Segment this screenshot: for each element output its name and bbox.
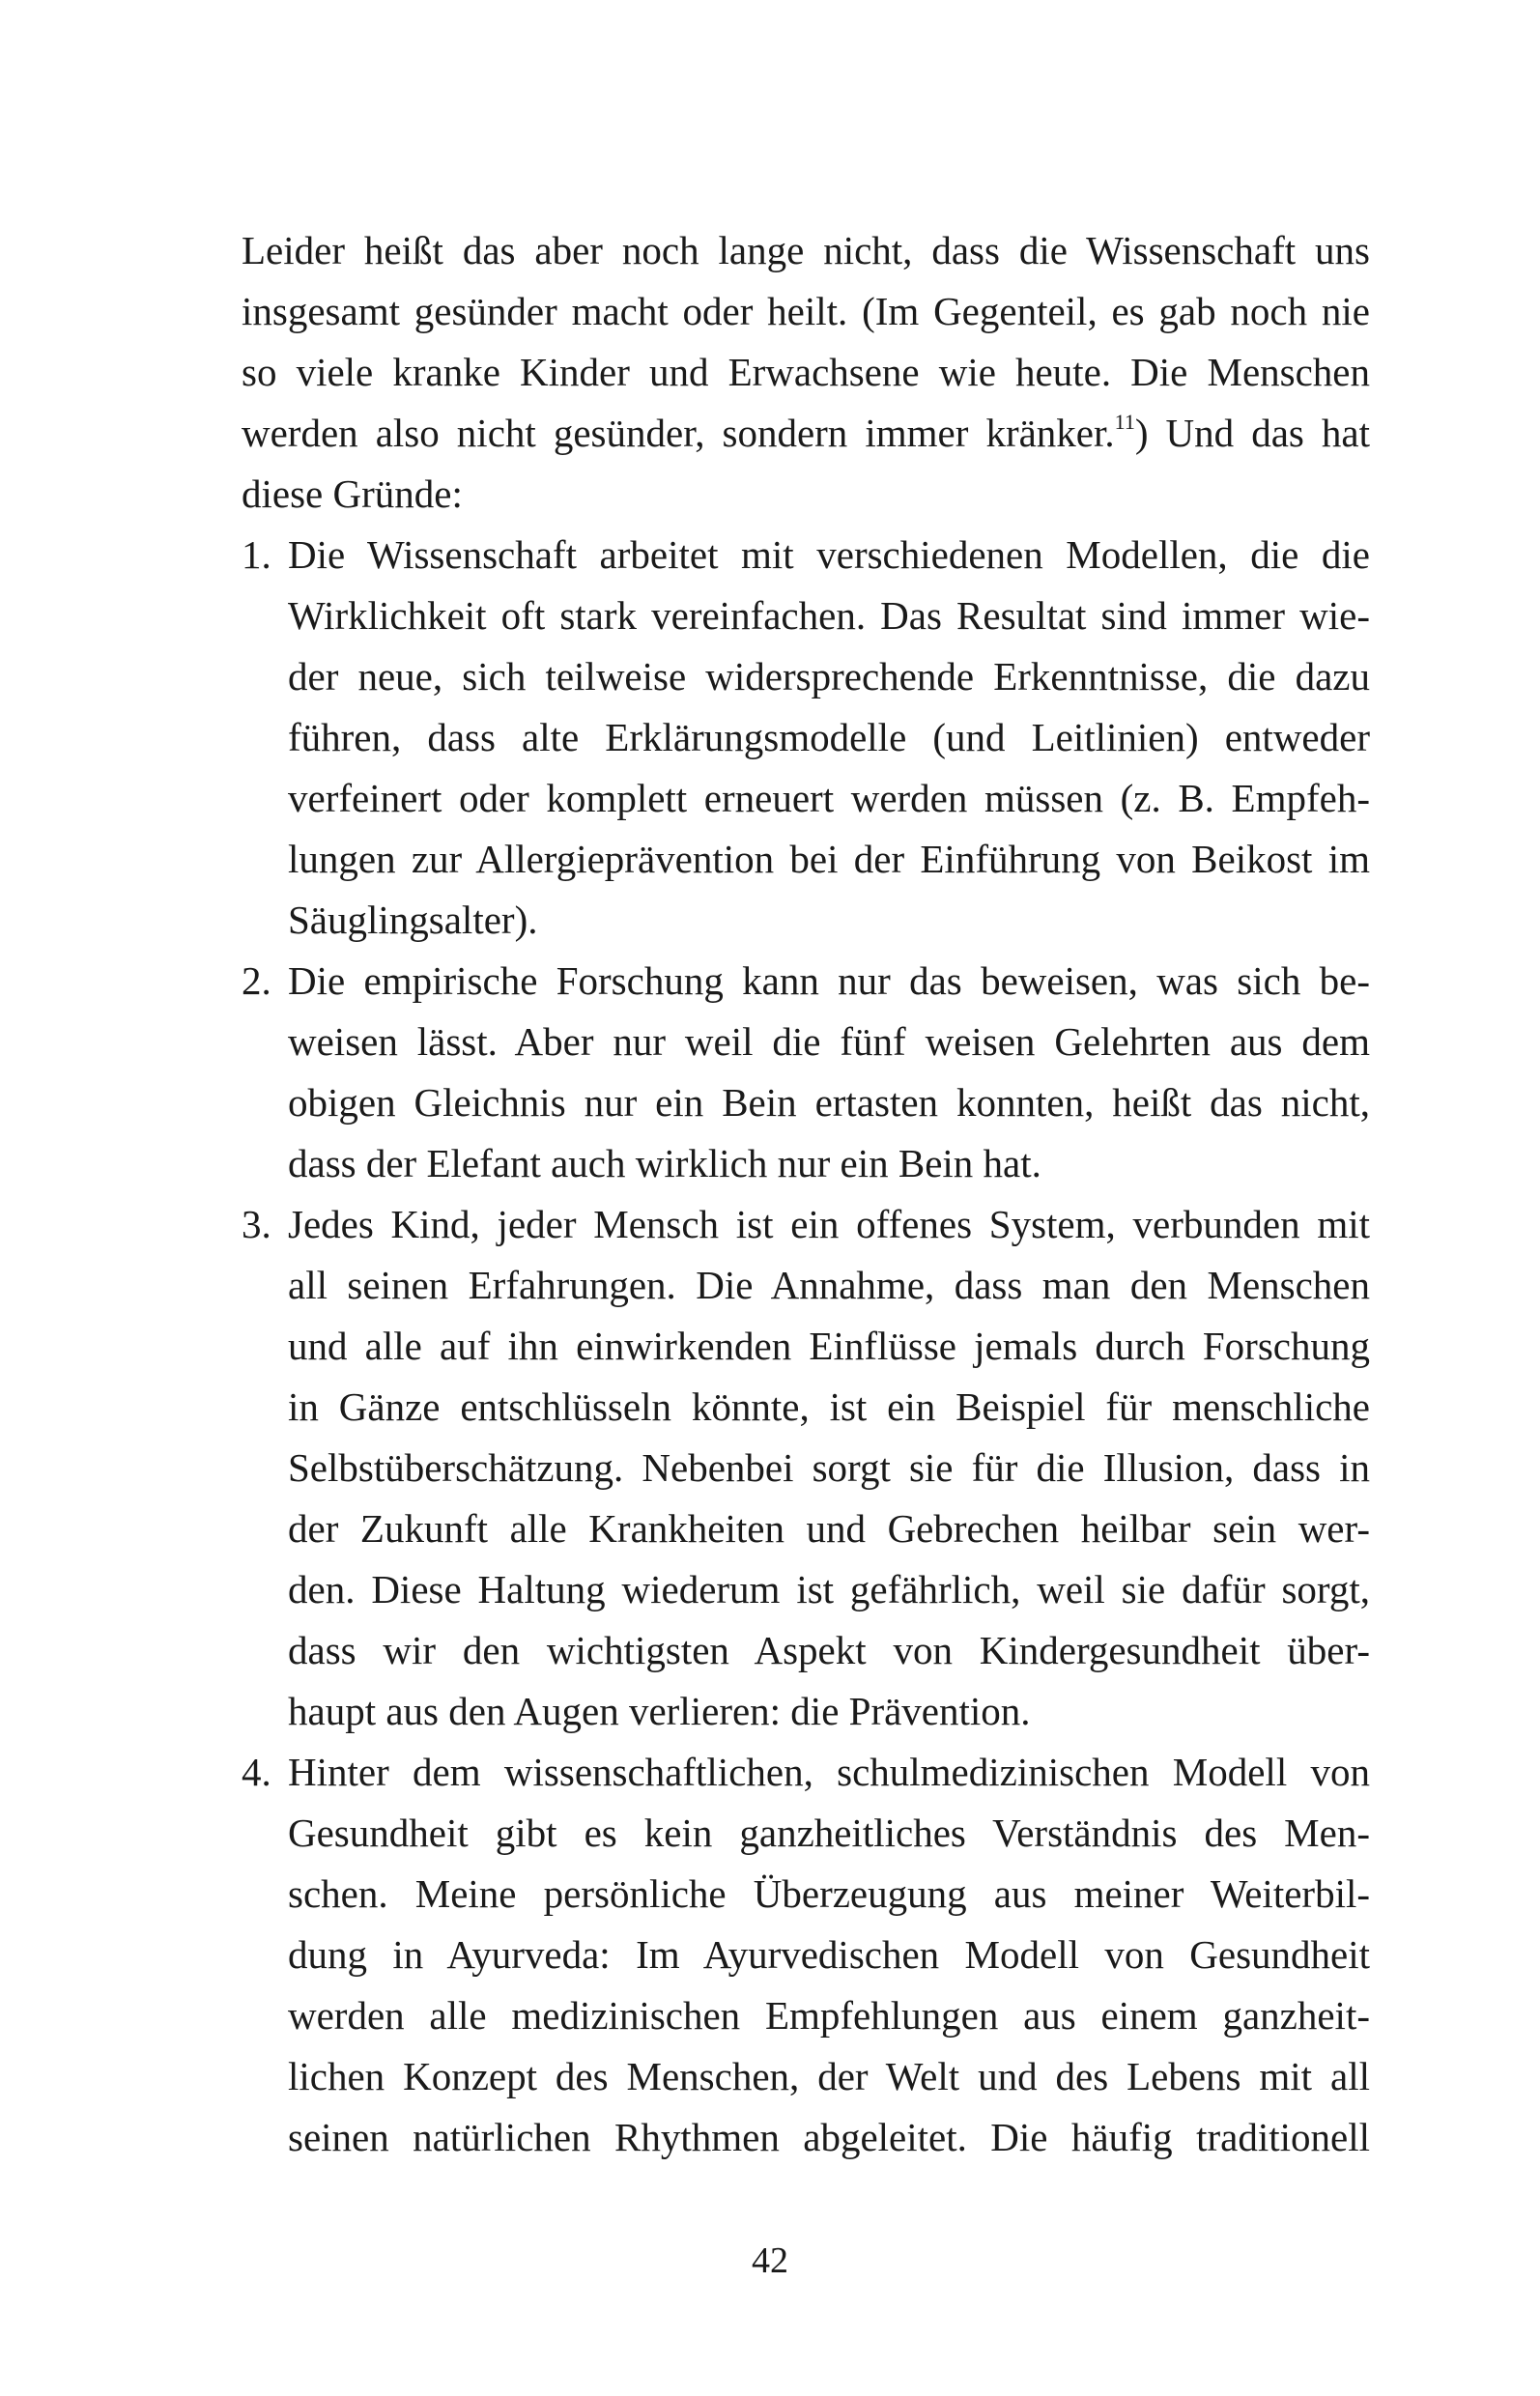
list-number: 3. <box>242 1202 271 1246</box>
text-line: so viele kranke Kinder und Erwachsene wie heute. Die Menschen <box>242 350 1370 394</box>
list-item <box>242 951 1370 1194</box>
text-line: schen. Meine persönliche Überzeugung aus meiner Weiterbil- <box>288 1871 1370 1916</box>
text-segment: ) Und das hat <box>1134 411 1370 455</box>
text-line: lungen zur Allergieprävention bei der Einführung von Beikost im <box>288 837 1370 881</box>
body-text <box>242 220 1370 2168</box>
text-line: dass der Elefant auch wirklich nur ein Bein hat. <box>288 1141 1041 1185</box>
text-line: Leider heißt das aber noch lange nicht, dass die Wissenschaft uns <box>242 228 1370 272</box>
text-line: Selbstüberschätzung. Nebenbei sorgt sie für die Illusion, dass in <box>288 1445 1370 1490</box>
text-line: Die Wissenschaft arbeitet mit verschiedenen Modellen, die die <box>288 532 1370 577</box>
text-line: werden alle medizinischen Empfehlungen aus einem ganzheit- <box>288 1993 1370 2038</box>
text-line: Hinter dem wissenschaftlichen, schulmedizinischen Modell von <box>288 1750 1370 1794</box>
page-number: 42 <box>752 2240 788 2281</box>
text-segment: werden also nicht gesünder, sondern immer kränker. <box>242 411 1115 455</box>
list-number: 4. <box>242 1750 271 1794</box>
list-number: 2. <box>242 958 271 1003</box>
text-line: der neue, sich teilweise widersprechende Erkenntnisse, die dazu <box>288 654 1370 699</box>
list-number: 1. <box>242 532 271 577</box>
text-line: seinen natürlichen Rhythmen abgeleitet. Die häufig traditionell <box>288 2115 1370 2159</box>
text-line: Wirklichkeit oft stark vereinfachen. Das Resultat sind immer wie- <box>288 593 1370 638</box>
text-line: lichen Konzept des Menschen, der Welt und des Lebens mit all <box>288 2054 1370 2098</box>
text-line: Gesundheit gibt es kein ganzheitliches Verständnis des Men- <box>288 1811 1370 1855</box>
text-line: den. Diese Haltung wiederum ist gefährlich, weil sie dafür sorgt, <box>288 1567 1370 1612</box>
intro-paragraph <box>242 220 1370 525</box>
text-line: dass wir den wichtigsten Aspekt von Kindergesundheit über- <box>288 1628 1370 1672</box>
text-line: Säuglingsalter). <box>288 898 538 942</box>
text-line: diese Gründe: <box>242 471 463 516</box>
text-line: Jedes Kind, jeder Mensch ist ein offenes System, verbunden mit <box>288 1202 1370 1246</box>
text-line: insgesamt gesünder macht oder heilt. (Im Gegenteil, es gab noch nie <box>242 289 1370 333</box>
list-item <box>242 1742 1370 2168</box>
text-line: Die empirische Forschung kann nur das beweisen, was sich be- <box>288 958 1370 1003</box>
text-line: all seinen Erfahrungen. Die Annahme, dass man den Menschen <box>288 1263 1370 1307</box>
text-line: führen, dass alte Erklärungsmodelle (und Leitlinien) entweder <box>288 715 1370 759</box>
numbered-list <box>242 525 1370 2168</box>
text-line <box>242 403 1370 464</box>
text-line: haupt aus den Augen verlieren: die Prävention. <box>288 1689 1031 1733</box>
text-line: der Zukunft alle Krankheiten und Gebrechen heilbar sein wer- <box>288 1506 1370 1551</box>
list-item <box>242 1194 1370 1742</box>
footnote-reference: 11 <box>1114 410 1135 434</box>
text-line: weisen lässt. Aber nur weil die fünf weisen Gelehrten aus dem <box>288 1019 1370 1064</box>
text-line: und alle auf ihn einwirkenden Einflüsse jemals durch Forschung <box>288 1324 1370 1368</box>
text-line: dung in Ayurveda: Im Ayurvedischen Modell von Gesundheit <box>288 1932 1370 1977</box>
list-item <box>242 525 1370 951</box>
text-line: obigen Gleichnis nur ein Bein ertasten konnten, heißt das nicht, <box>288 1080 1370 1125</box>
text-line: in Gänze entschlüsseln könnte, ist ein Beispiel für menschliche <box>288 1384 1370 1429</box>
text-line: verfeinert oder komplett erneuert werden müssen (z. B. Empfeh- <box>288 776 1370 820</box>
